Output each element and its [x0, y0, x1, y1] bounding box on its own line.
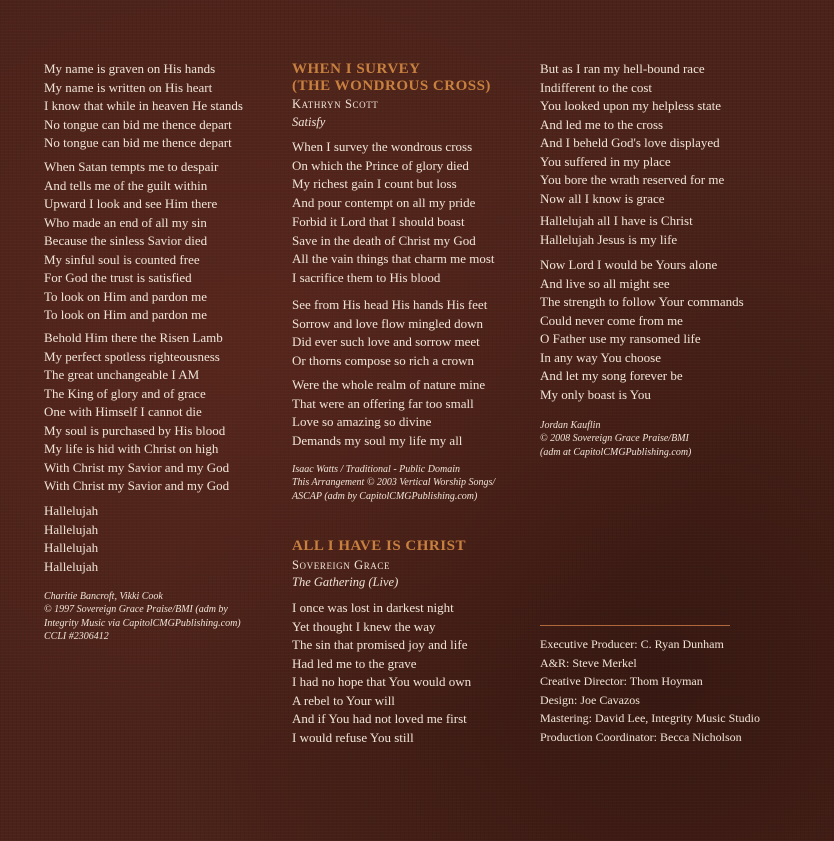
lyric-line: Hallelujah	[44, 521, 99, 537]
lyric-line: My sinful soul is counted free	[44, 251, 200, 267]
lyric-line: With Christ my Savior and my God	[44, 459, 230, 475]
lyric-line: And pour contempt on all my pride	[292, 195, 476, 211]
song-author: Sovereign Grace	[292, 558, 391, 572]
lyric-line: I would refuse You still	[292, 729, 414, 745]
lyric-line: And led me to the cross	[540, 116, 664, 132]
lyric-line: For God the trust is satisfied	[44, 270, 192, 285]
lyric-line: Love so amazing so divine	[292, 414, 432, 430]
lyric-line: The strength to follow Your commands	[540, 294, 744, 309]
credit-line: Integrity Music via CapitolCMGPublishing.com)	[44, 617, 241, 629]
lyric-line: Hallelujah	[44, 558, 99, 574]
production-credit: A&R: Steve Merkel	[540, 655, 637, 670]
lyric-line: All the vain things that charm me most	[292, 251, 495, 267]
lyric-line: I had no hope that You would own	[292, 674, 472, 689]
lyric-line: The great unchangeable I AM	[44, 367, 200, 382]
lyric-line: When Satan tempts me to despair	[44, 159, 219, 174]
credit-line: (adm at CapitolCMGPublishing.com)	[540, 446, 692, 458]
lyric-line: No tongue can bid me thence depart	[44, 116, 232, 132]
lyric-line: I sacrifice them to His blood	[292, 270, 441, 286]
lyric-line: Could never come from me	[540, 312, 683, 328]
lyric-line: My name is written on His heart	[44, 79, 213, 95]
lyric-line: With Christ my Savior and my God	[44, 478, 230, 493]
lyric-line: Hallelujah	[44, 503, 99, 518]
lyric-line: But as I ran my hell-bound race	[540, 61, 705, 76]
lyric-line: No tongue can bid me thence depart	[44, 135, 232, 150]
lyric-line: On which the Prince of glory died	[292, 157, 469, 173]
credit-line: This Arrangement © 2003 Vertical Worship Songs/	[292, 477, 496, 489]
lyric-line: You suffered in my place	[540, 153, 671, 169]
lyric-line: Because the sinless Savior died	[44, 233, 208, 248]
lyric-line: My perfect spotless righteousness	[44, 348, 220, 364]
lyric-line: I once was lost in darkest night	[292, 600, 454, 615]
lyric-line: To look on Him and pardon me	[44, 288, 208, 304]
lyric-line: Sorrow and love flow mingled down	[292, 315, 484, 331]
lyric-line: Behold Him there the Risen Lamb	[44, 330, 223, 345]
lyric-line: Did ever such love and sorrow meet	[292, 334, 480, 350]
lyric-line: Who made an end of all my sin	[44, 214, 207, 230]
credit-line: Charitie Bancroft, Vikki Cook	[44, 591, 163, 602]
lyric-line: And tells me of the guilt within	[44, 177, 208, 193]
credit-line: Isaac Watts / Traditional - Public Domain	[292, 464, 460, 475]
lyric-line: My name is graven on His hands	[44, 61, 216, 76]
lyric-line: I know that while in heaven He stands	[44, 98, 243, 113]
song-title: WHEN I SURVEY	[292, 61, 421, 77]
lyric-line: Had led me to the grave	[292, 655, 417, 671]
lyric-line: Indifferent to the cost	[540, 79, 653, 95]
lyric-line: And if You had not loved me first	[292, 711, 467, 726]
song-album: Satisfy	[292, 115, 326, 129]
production-credit: Mastering: David Lee, Integrity Music Studio	[540, 711, 760, 725]
credit-line: © 1997 Sovereign Grace Praise/BMI (adm by	[44, 604, 228, 616]
lyric-line: Hallelujah	[44, 540, 99, 555]
production-credit: Design: Joe Cavazos	[540, 692, 640, 707]
lyric-line: Hallelujah all I have is Christ	[540, 213, 693, 228]
lyric-line: See from His head His hands His feet	[292, 297, 488, 312]
divider-rule	[540, 625, 730, 626]
lyric-line: Save in the death of Christ my God	[292, 232, 476, 248]
lyric-line: To look on Him and pardon me	[44, 307, 208, 322]
lyric-line: Now Lord I would be Yours alone	[540, 257, 718, 272]
lyric-line: The King of glory and of grace	[44, 385, 206, 401]
lyric-line: You bore the wrath reserved for me	[540, 172, 725, 187]
production-credit: Creative Director: Thom Hoyman	[540, 674, 703, 688]
lyric-line: My only boast is You	[540, 386, 651, 402]
lyric-line: You looked upon my helpless state	[540, 98, 722, 113]
credit-line: Jordan Kauflin	[540, 420, 601, 431]
lyric-line: Hallelujah Jesus is my life	[540, 231, 678, 247]
lyric-line: My life is hid with Christ on high	[44, 441, 219, 456]
credit-line: ASCAP (adm by CapitolCMGPublishing.com)	[292, 490, 478, 502]
lyric-line: In any way You choose	[540, 349, 661, 365]
lyric-line: One with Himself I cannot die	[44, 404, 202, 419]
lyric-line: Demands my soul my life my all	[292, 433, 463, 449]
credit-line: CCLI #2306412	[44, 630, 109, 642]
lyric-line: My soul is purchased by His blood	[44, 422, 226, 438]
song-title: ALL I HAVE IS CHRIST	[292, 538, 466, 554]
lyric-line: Were the whole realm of nature mine	[292, 377, 486, 392]
lyric-line: O Father use my ransomed life	[540, 331, 701, 346]
song-title: (THE WONDROUS CROSS)	[292, 78, 491, 94]
lyric-line: The sin that promised joy and life	[292, 637, 468, 652]
lyric-line: Upward I look and see Him there	[44, 196, 218, 211]
lyric-line: That were an offering far too small	[292, 395, 474, 411]
lyric-line: And I beheld God's love displayed	[540, 135, 720, 150]
production-credit: Executive Producer: C. Ryan Dunham	[540, 637, 724, 651]
song-author: Kathryn Scott	[292, 97, 379, 111]
lyric-line: And let my song forever be	[540, 368, 683, 383]
lyric-line: Yet thought I knew the way	[292, 618, 436, 634]
lyric-line: Or thorns compose so rich a crown	[292, 353, 474, 369]
credit-line: © 2008 Sovereign Grace Praise/BMI	[540, 433, 689, 445]
lyric-line: Now all I know is grace	[540, 190, 665, 206]
lyric-line: And live so all might see	[540, 275, 670, 291]
lyric-line: Forbid it Lord that I should boast	[292, 214, 465, 229]
song-album: The Gathering (Live)	[292, 575, 399, 589]
production-credit: Production Coordinator: Becca Nicholson	[540, 729, 742, 744]
lyric-line: My richest gain I count but loss	[292, 176, 457, 192]
lyric-line: When I survey the wondrous cross	[292, 139, 473, 154]
lyric-line: A rebel to Your will	[292, 692, 395, 708]
